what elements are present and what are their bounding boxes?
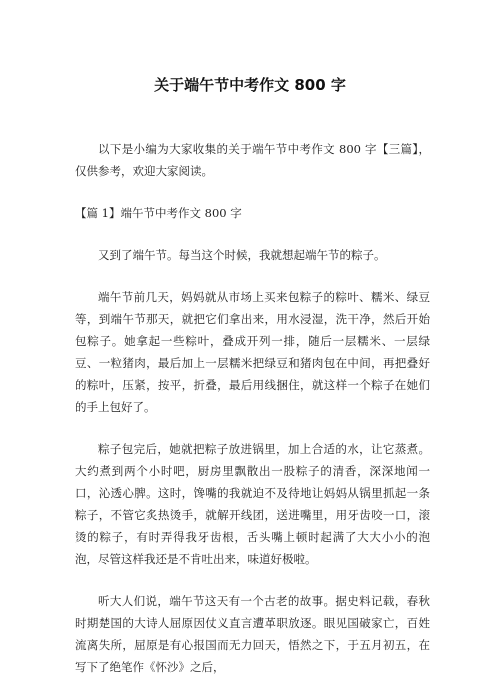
document-body: [75, 138, 430, 698]
section-heading: 【篇 1】端午节中考作文 800 字: [75, 206, 242, 220]
body-paragraph: 又到了端午节。每当这个时候，我就想起端午节的粽子。: [98, 248, 386, 262]
body-paragraph: 听大人们说，端午节这天有一个古老的故事。据史料记载，春秋时期楚国的大诗人屈原因仗义直言遭革职放逐。眼见国破家亡，百姓流离失所，屈原是有心报国而无力回天，悟然之下，于五月初五，在写下了绝笔作《怀沙》之后，: [75, 594, 430, 674]
intro-paragraph: 以下是小编为大家收集的关于端午节中考作文 800 字【三篇】，仅供参考，欢迎大家阅读。: [75, 142, 430, 178]
body-paragraph: 端午节前几天，妈妈就从市场上买来包粽子的粽叶、糯米、绿豆等，到端午节那天，就把它们拿出来，用水浸湿，洗干净，然后开始包粽子。她拿起一些粽叶，叠成开列一排，随后一层糯米、一层绿豆、一粒猪肉，最后加上一层糯米把绿豆和猪肉包在中间，再把叠好的粽叶，压紧，按平，折叠，最后用线捆住，就这样一个粽子在她们的手上包好了。: [75, 290, 430, 414]
body-paragraph: 粽子包完后，她就把粽子放进锅里，加上合适的水，让它蒸煮。大约煮到两个小时吧，厨房里飘散出一股粽子的清香，深深地闻一口，沁透心脾。这时，馋嘴的我就迫不及待地让妈妈从锅里抓起一条粽子，不管它炙热烫手，就解开线团，送进嘴里，用牙齿咬一口，滚烫的粽子，有时弄得我牙齿根，舌头嘴上顿时起满了大大小小的泡泡，尽管这样我还是不肯吐出来，味道好极啦。: [75, 442, 430, 566]
document-title: 关于端午节中考作文 800 字: [154, 76, 346, 94]
